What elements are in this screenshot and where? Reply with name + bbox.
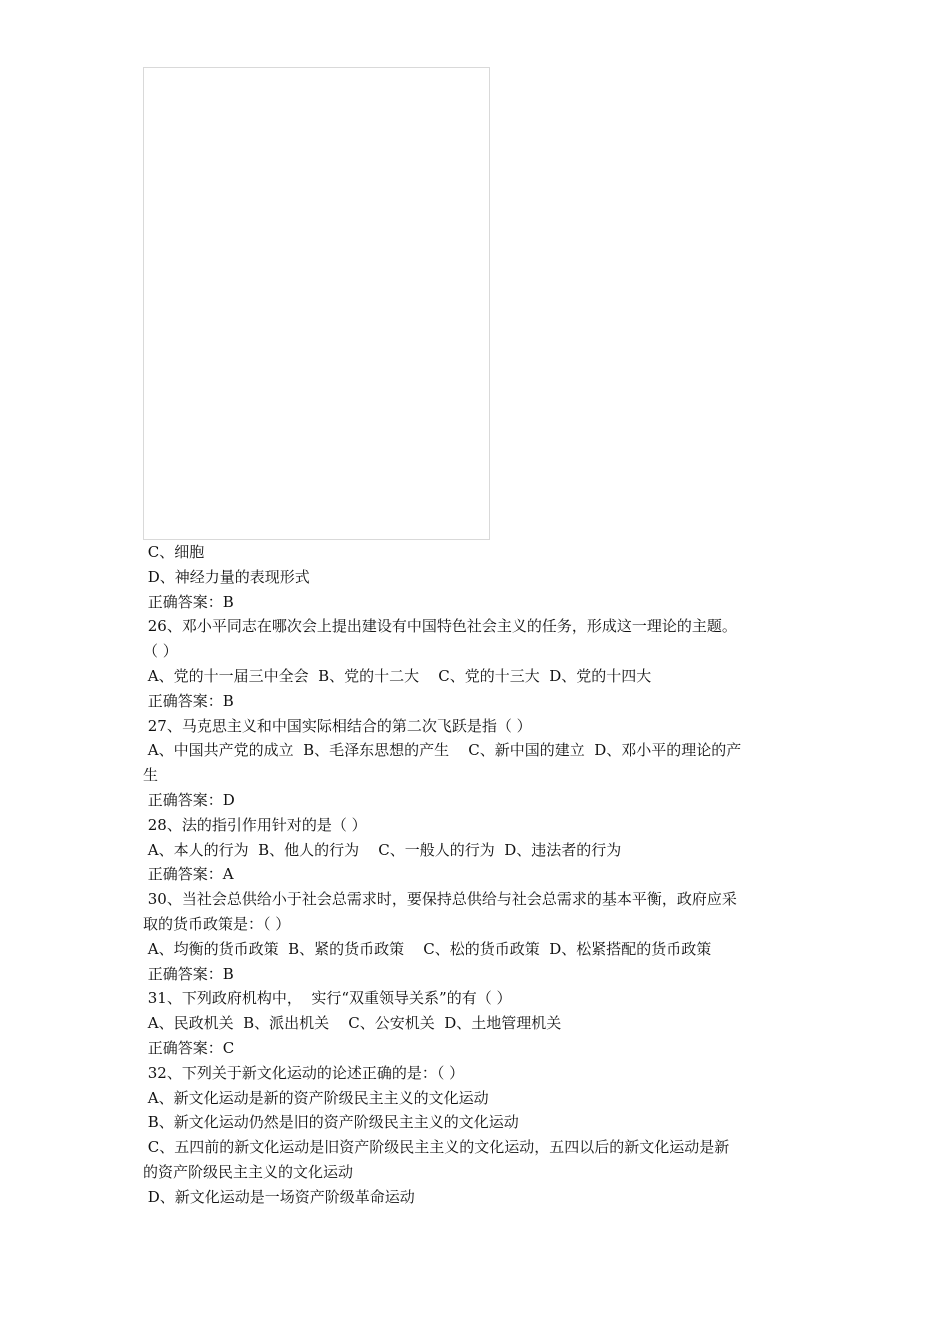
question-26-blank: （ ） <box>143 642 178 661</box>
blank-image-frame <box>143 67 490 540</box>
answer-q26: 正确答案：B <box>143 691 234 710</box>
question-30-cont: 取的货币政策是：（ ） <box>143 914 291 933</box>
option-q32-c-cont: 的资产阶级民主主义的文化运动 <box>143 1162 354 1181</box>
option-q32-b: B、新文化运动仍然是旧的资产阶级民主主义的文化运动 <box>143 1113 519 1132</box>
question-32: 32、下列关于新文化运动的论述正确的是：（ ） <box>143 1063 465 1082</box>
answer-q30: 正确答案：B <box>143 964 234 983</box>
question-31: 31、下列政府机构中， 实行“双重领导关系”的有（ ） <box>143 989 512 1008</box>
option-c-cell: C、细胞 <box>143 543 205 561</box>
options-q27: A、中国共产党的成立 B、毛泽东思想的产生 C、新中国的建立 D、邓小平的理论的产 <box>143 741 742 760</box>
answer-q25: 正确答案：B <box>143 592 234 611</box>
answer-q28: 正确答案：A <box>143 865 234 884</box>
options-q30: A、均衡的货币政策 B、紧的货币政策 C、松的货币政策 D、松紧搭配的货币政策 <box>143 939 712 958</box>
question-26: 26、邓小平同志在哪次会上提出建设有中国特色社会主义的任务，形成这一理论的主题。 <box>143 617 737 636</box>
option-q32-c: C、五四前的新文化运动是旧资产阶级民主主义的文化运动，五四以后的新文化运动是新 <box>143 1138 730 1157</box>
answer-q27: 正确答案：D <box>143 790 235 809</box>
answer-q31: 正确答案：C <box>143 1038 235 1057</box>
options-q27-cont: 生 <box>143 766 159 785</box>
question-27: 27、马克思主义和中国实际相结合的第二次飞跃是指（ ） <box>143 716 532 735</box>
question-28: 28、法的指引作用针对的是（ ） <box>143 815 367 834</box>
option-q32-d: D、新文化运动是一场资产阶级革命运动 <box>143 1187 415 1206</box>
question-text-block <box>143 540 813 1210</box>
option-d-nerve: D、神经力量的表现形式 <box>143 567 310 586</box>
question-30: 30、当社会总供给小于社会总需求时，要保持总供给与社会总需求的基本平衡，政府应采 <box>143 890 737 909</box>
option-q32-a: A、新文化运动是新的资产阶级民主主义的文化运动 <box>143 1088 489 1107</box>
options-q26: A、党的十一届三中全会 B、党的十二大 C、党的十三大 D、党的十四大 <box>143 666 652 685</box>
options-q28: A、本人的行为 B、他人的行为 C、一般人的行为 D、违法者的行为 <box>143 840 622 859</box>
options-q31: A、民政机关 B、派出机关 C、公安机关 D、土地管理机关 <box>143 1014 562 1033</box>
